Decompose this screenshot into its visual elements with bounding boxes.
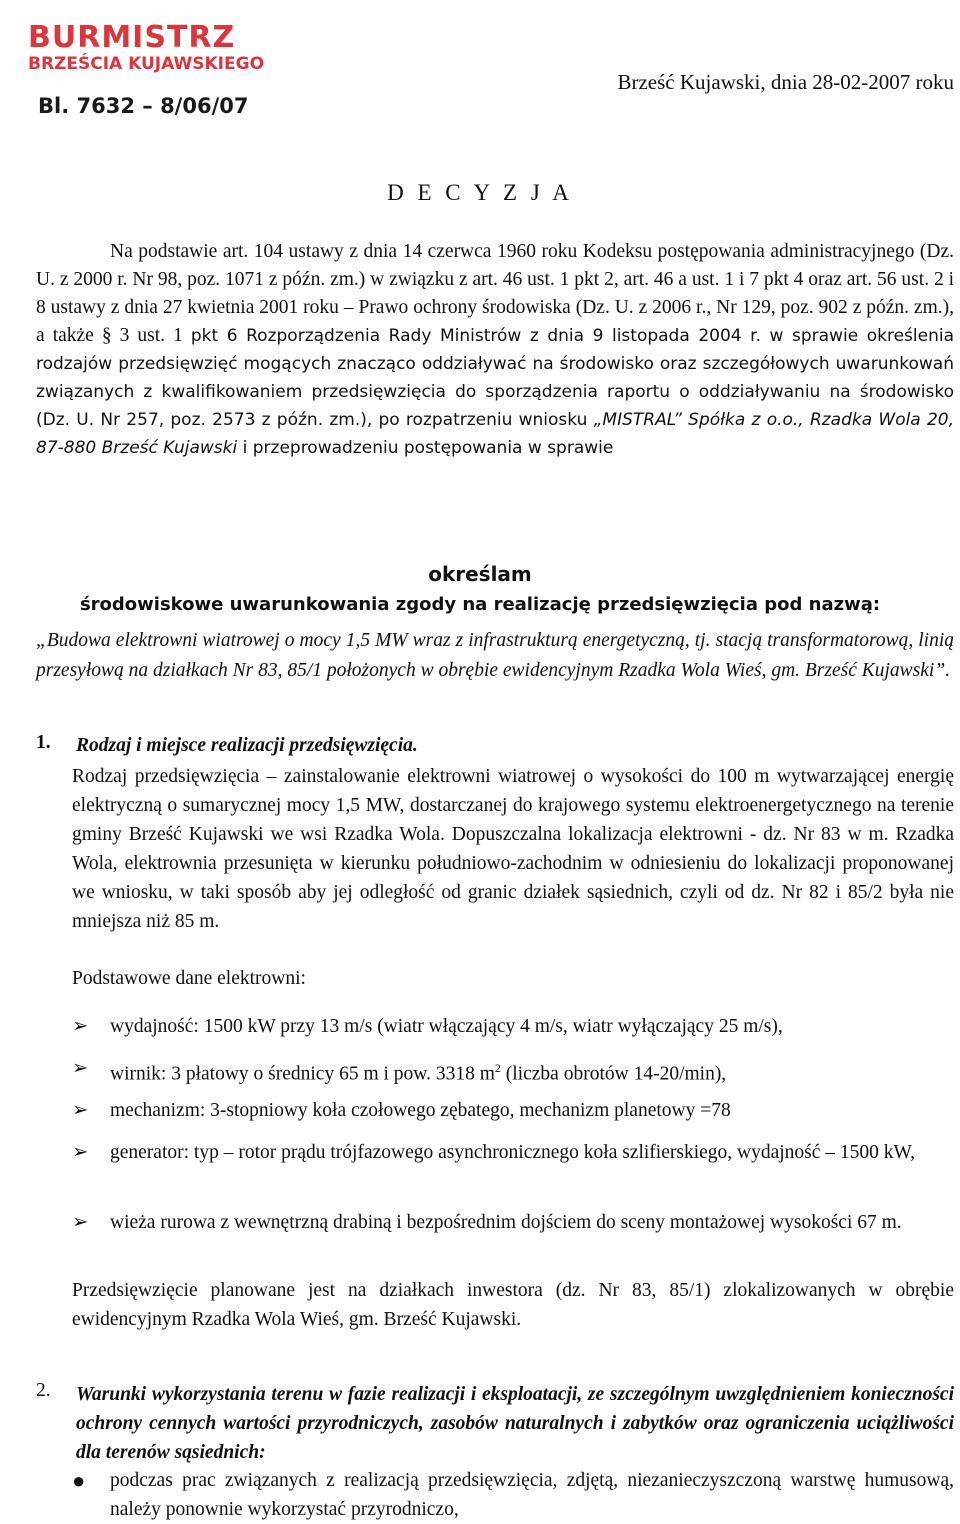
project-name: „Budowa elektrowni wiatrowej o mocy 1,5 MW wraz z infrastrukturą energetyczną, tj. stacją transformatorową, linią przesyłową na działkach Nr 83, 85/1 położonych w obrębie ewidencyjnym Rzadka Wola Wieś, gm. Brześć Kujawski”. — [36, 630, 954, 681]
stamp-line-2: BRZEŚCIA KUJAWSKIEGO — [28, 54, 265, 74]
section-2-number: 2. — [36, 1380, 51, 1401]
section-1-heading: Rodzaj i miejsce realizacji przedsięwzięcia. — [76, 735, 418, 756]
mayor-stamp — [28, 22, 278, 74]
list-item — [72, 1138, 954, 1167]
applicant-name: „MISTRAL” Spółka z o.o., Rzadka Wola 20, 87-880 Brześć Kujawski — [36, 410, 955, 458]
project-location: Przedsięwzięcie planowane jest na działkach inwestora (dz. Nr 83, 85/1) zlokalizowanych w obrębie ewidencyjnym Rzadka Wola Wieś, gm. Brześć Kujawski. — [72, 1280, 954, 1330]
section-2-heading: Warunki wykorzystania terenu w fazie realizacji i eksploatacji, ze szczególnym uwzględnieniem konieczności ochrony cennych wartości przyrodniczych, zasobów naturalnych i zabytków oraz ograniczenia uciążliwości dla terenów sąsiednich: — [76, 1384, 954, 1463]
registration-number: Bl. 7632 – 8/06/07 — [38, 94, 249, 118]
list-item-text: podczas prac związanych z realizacją przedsięwzięcia, zdjętą, niezanieczyszczoną warstwę humusową, należy ponownie wykorzystać przyrodniczo, — [110, 1470, 954, 1520]
list-item — [72, 1012, 954, 1041]
arrow-bullet-icon: ➢ — [72, 1142, 89, 1163]
power-plant-data-heading: Podstawowe dane elektrowni: — [72, 968, 306, 989]
section-1-body: Rodzaj przedsięwzięcia – zainstalowanie elektrowni wiatrowej o wysokości do 100 m wytwarzającej energię elektryczną o sumarycznej mocy 1,5 MW, dostarczanej do krajowego systemu elektroenergetycznego na terenie gminy Brześć Kujawski we wsi Rzadka Wola. Dopuszczalna lokalizacja elektrowni - dz. Nr 83 w m. Rzadka Wola, elektrownia przesunięta w kierunku południowo-zachodnim w odniesieniu do lokalizacji proponowanej we wniosku, w taki sposób aby jej odległość od granic działek sąsiednich, czyli od dz. Nr 82 i 85/2 była nie mniejsza niż 85 m. — [72, 766, 954, 932]
section-1-number: 1. — [36, 732, 51, 753]
list-item-text: wydajność: 1500 kW przy 13 m/s (wiatr włączający 4 m/s, wiatr wyłączający 25 m/s), — [110, 1016, 783, 1037]
list-item-text: generator: typ – rotor prądu trójfazowego asynchronicznego koła szlifierskiego, wydajność – 1500 kW, — [110, 1142, 916, 1163]
rotor-tail: (liczba obrotów 14-20/min), — [500, 1063, 727, 1085]
determination-verb: określam — [428, 562, 532, 586]
intro-text-2: pkt 6 Rozporządzenia Rady Ministrów z dnia 9 listopada 2004 r. w sprawie określenia rodzajów przedsięwzięć mogących znacząco oddziaływać na środowisko oraz szczegółowych uwarunkowań związanych z kwalifikowaniem przedsięwzięcia do sporządzenia raportu o oddziaływaniu na środowisko (Dz. U. Nr 257, poz. 2573 z późn. zm.), po rozpatrzeniu wniosku — [36, 326, 954, 430]
list-item — [72, 1208, 954, 1237]
arrow-bullet-icon: ➢ — [72, 1016, 89, 1037]
arrow-bullet-icon: ➢ — [72, 1058, 89, 1079]
document-title: D E C Y Z J A — [387, 180, 573, 205]
arrow-bullet-icon: ➢ — [72, 1212, 89, 1233]
rotor-text: wirnik: 3 płatowy o średnicy 65 m i pow. 3318 m — [110, 1063, 495, 1085]
intro-text-1: Na podstawie art. 104 ustawy z dnia 14 czerwca 1960 roku Kodeksu postępowania administracyjnego (Dz. U. z 2000 r. Nr 98, poz. 1071 z późn. zm.) w związku z art. 46 ust. 1 pkt 2, art. 46 a ust. 1 i 7 pkt 4 oraz art. 56 ust. 2 i 8 ustawy z dnia 27 kwietnia 2001 roku – Prawo ochrony środowiska (Dz. U. z 2006 r., Nr 129, poz. 902 z późn. zm.), a także § 3 ust. 1 — [36, 241, 954, 346]
list-item — [72, 1054, 954, 1089]
list-item — [72, 1466, 954, 1524]
document-date: Brześć Kujawski, dnia 28-02-2007 roku — [617, 70, 954, 94]
stamp-line-1: BURMISTRZ — [28, 20, 236, 55]
list-item-text: mechanizm: 3-stopniowy koła czołowego zębatego, mechanizm planetowy =78 — [110, 1100, 731, 1121]
list-item — [72, 1096, 954, 1125]
list-item-text: wieża rurowa z wewnętrzną drabiną i bezpośrednim dojściem do sceny montażowej wysokości 67 m. — [110, 1212, 902, 1233]
intro-paragraph — [36, 238, 954, 462]
rotor-superscript: 2 — [494, 1061, 501, 1075]
intro-text-3: i przeprowadzeniu postępowania w sprawie — [237, 438, 614, 458]
dot-bullet-icon: ● — [72, 1468, 86, 1493]
list-item-text — [110, 1054, 954, 1089]
arrow-bullet-icon: ➢ — [72, 1100, 89, 1121]
determination-subject: środowiskowe uwarunkowania zgody na realizację przedsięwzięcia pod nazwą: — [79, 594, 881, 615]
